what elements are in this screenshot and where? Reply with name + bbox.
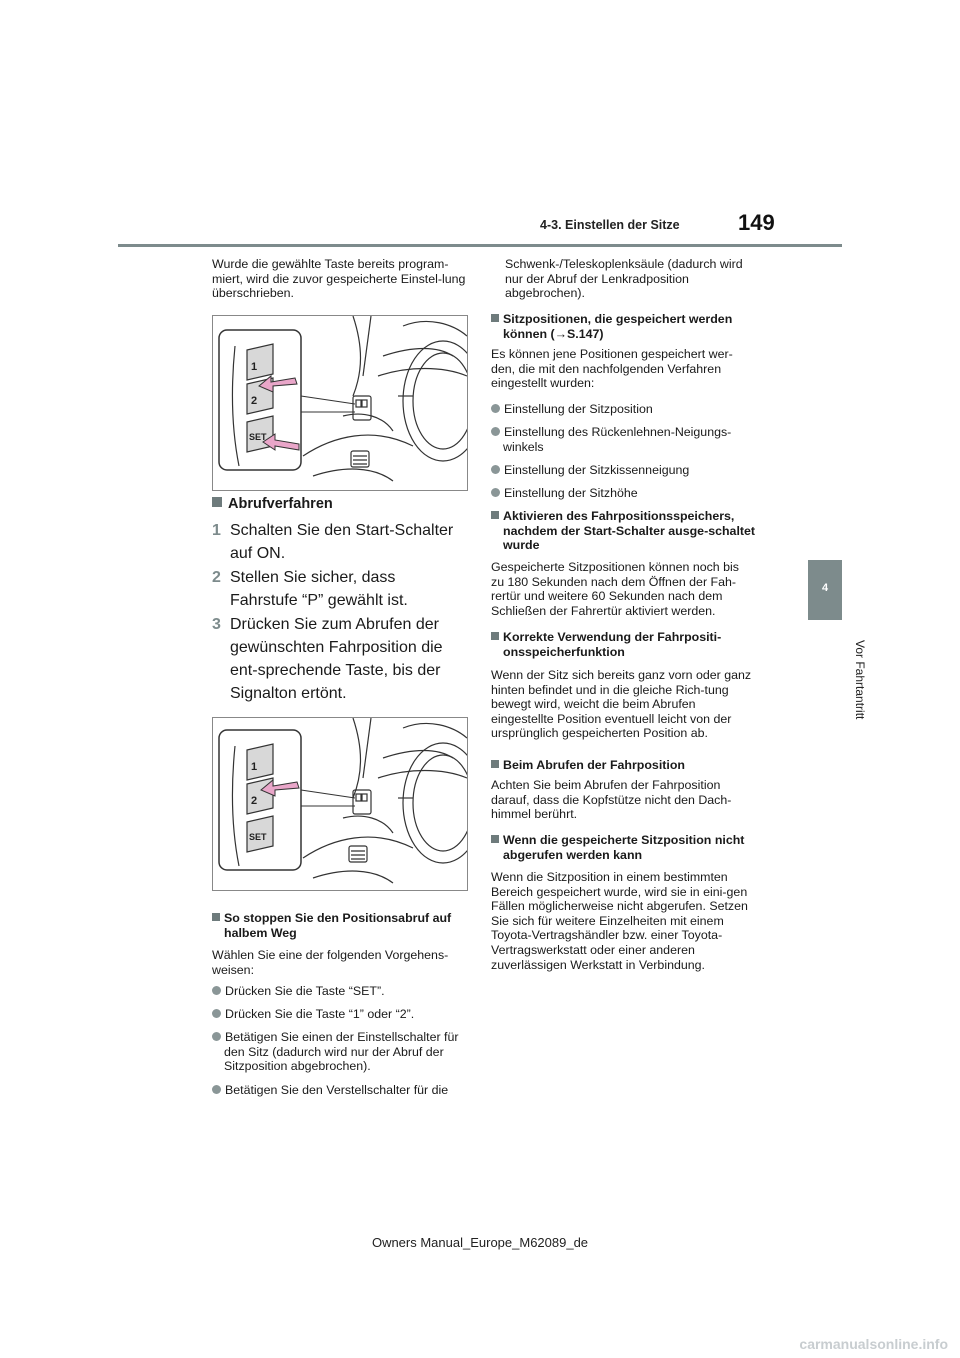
heading-square-icon (212, 913, 220, 921)
bullet-icon (491, 488, 500, 497)
cannot-recall-text: Wenn die Sitzposition in einem bestimmten Bereich gespeichert wurde, wird sie in eini-gen Fällen möglicherweise nicht abgerufen. Setzen Sie sich für weitere Einzelheiten mit einem Toyota-Vertragshändler bzw. einer Toyota-Vertragswerkstatt oder einer anderen zuverlässigen Werkstatt in Verbindung. (491, 870, 748, 972)
stop-bullet-2: Drücken Sie die Taste “1” oder “2”. (212, 1007, 480, 1022)
position-bullet-2: Einstellung des Rückenlehnen-Neigungs-winkels (491, 425, 765, 454)
header-divider (118, 244, 842, 247)
section-title: 4-3. Einstellen der Sitze (540, 218, 680, 232)
seat-memory-illustration-1 (213, 316, 467, 490)
intro-paragraph: Wurde die gewählte Taste bereits program-miert, wird die zuvor gespeicherte Einstel-lung überschrieben. (212, 257, 466, 301)
continued-bullet-text: Schwenk-/Teleskoplenksäule (dadurch wird nur der Abruf der Lenkradposition abgebrochen). (505, 257, 743, 301)
button-2-label-2: 2 (251, 795, 258, 807)
heading-correct-usage: Korrekte Verwendung der Fahrpositi-onsspeicherfunktion (491, 630, 765, 659)
stop-recall-text: Wählen Sie eine der folgenden Vorgehens-weisen: (212, 948, 449, 977)
activate-memory-text: Gespeicherte Sitzpositionen können noch bis zu 180 Sekunden nach dem Öffnen der Fah-rertür und weitere 60 Sekunden nach dem Schließen der Fahrertür aktiviert werden. (491, 560, 739, 618)
seat-memory-figure-1 (212, 315, 468, 491)
bullet-icon (491, 404, 500, 413)
recall-heading: Abrufverfahren (212, 496, 468, 512)
button-set-label: SET (249, 432, 267, 442)
button-set-label-2: SET (249, 832, 267, 842)
footer-text: Owners Manual_Europe_M62089_de (371, 1235, 589, 1250)
stop-bullet-3: Betätigen Sie einen der Einstellschalter für den Sitz (dadurch wird nur der Abruf der Sitzposition abgebrochen). (212, 1030, 480, 1074)
page-number: 149 (738, 210, 775, 235)
step-2: 2 Stellen Sie sicher, dass Fahrstufe “P” gewählt ist. (212, 569, 408, 609)
chapter-label: Vor Fahrtantritt (853, 640, 867, 720)
step-3: 3 Drücken Sie zum Abrufen der gewünschten Fahrposition die ent-sprechende Taste, bis der Signalton ertönt. (212, 616, 443, 702)
button-1-label-2: 1 (251, 761, 258, 773)
chapter-number: 4 (821, 582, 829, 594)
heading-square-icon (491, 632, 499, 640)
heading-storable-positions: Sitzpositionen, die gespeichert werden können (→S.147) (491, 312, 765, 341)
stop-bullet-4: Betätigen Sie den Verstellschalter für die (212, 1083, 480, 1098)
heading-square-icon (212, 497, 222, 507)
heading-square-icon (491, 760, 499, 768)
seat-memory-figure-2 (212, 717, 468, 891)
heading-cannot-recall: Wenn die gespeicherte Sitzposition nicht abgerufen werden kann (491, 833, 765, 862)
position-bullet-3: Einstellung der Sitzkissenneigung (491, 463, 765, 478)
seat-memory-illustration-2 (213, 718, 467, 890)
step-1: 1 Schalten Sie den Start-Schalter auf ON. (212, 522, 454, 562)
bullet-icon (212, 1009, 221, 1018)
bullet-icon (491, 465, 500, 474)
button-1-label: 1 (251, 361, 258, 373)
button-2-label: 2 (251, 395, 258, 407)
bullet-icon (212, 986, 221, 995)
watermark: carmanualsonline.info (799, 1336, 948, 1352)
heading-square-icon (491, 835, 499, 843)
bullet-icon (212, 1085, 221, 1094)
bullet-icon (491, 427, 500, 436)
heading-square-icon (491, 511, 499, 519)
chapter-tab (808, 560, 842, 620)
correct-usage-text: Wenn der Sitz sich bereits ganz vorn oder ganz hinten befindet und in die gleiche Rich-tung bewegt wird, weicht die beim Abrufen eingestellte Position eventuell leicht von der ursprünglich gespeicherten Position ab. (491, 668, 752, 741)
position-bullet-4: Einstellung der Sitzhöhe (491, 486, 765, 501)
heading-activate-memory: Aktivieren des Fahrpositionsspeichers, nachdem der Start-Schalter ausge-schaltet wurde (491, 509, 765, 553)
stop-recall-heading: So stoppen Sie den Positionsabruf auf halbem Weg (212, 911, 480, 940)
stop-bullet-1: Drücken Sie die Taste “SET”. (212, 984, 480, 999)
bullet-icon (212, 1032, 221, 1041)
position-bullet-1: Einstellung der Sitzposition (491, 402, 765, 417)
recall-position-text: Achten Sie beim Abrufen der Fahrposition darauf, dass die Kopfstütze nicht den Dach-himmel berührt. (491, 778, 732, 822)
storable-positions-text: Es können jene Positionen gespeichert wer-den, die mit den nachfolgenden Verfahren eingestellt wurden: (491, 347, 733, 391)
heading-square-icon (491, 314, 499, 322)
heading-recall-position: Beim Abrufen der Fahrposition (491, 758, 765, 773)
